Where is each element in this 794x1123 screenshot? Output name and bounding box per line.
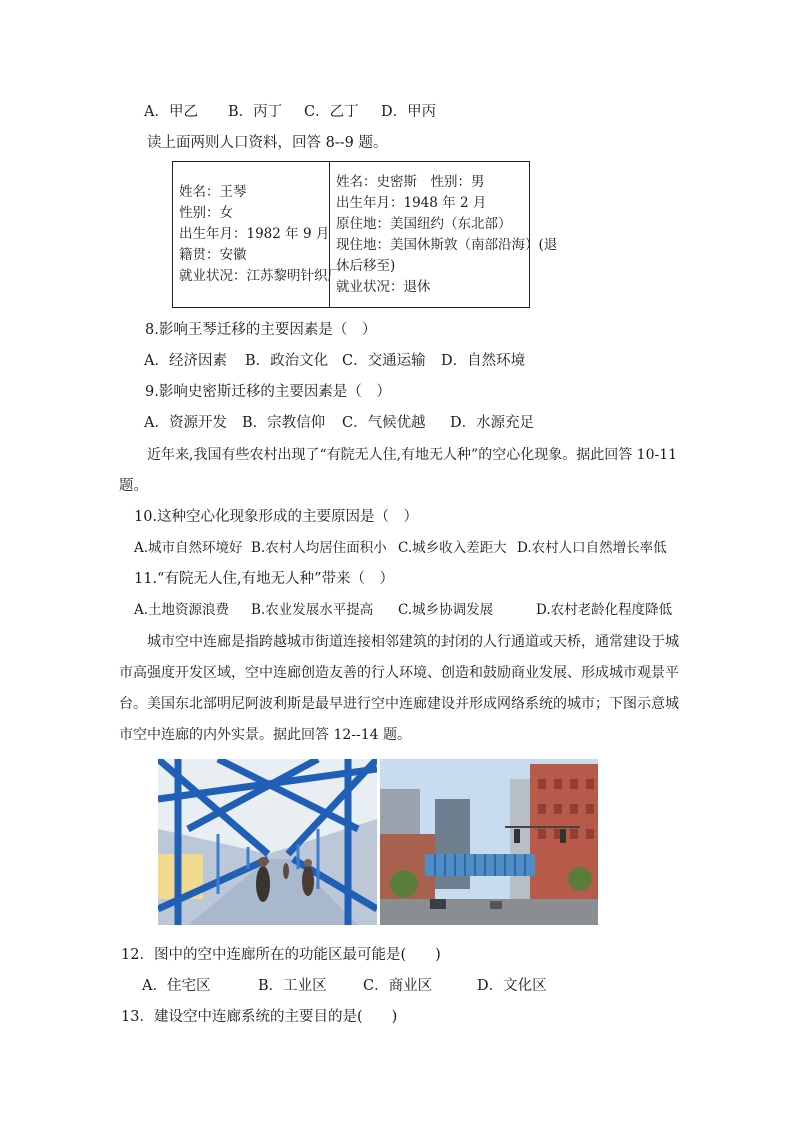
passage-line-3: 台。美国东北部明尼阿波利斯是最早进行空中连廊建设并形成网络系统的城市；下图示意城	[119, 696, 679, 712]
profile-smith	[330, 162, 563, 307]
q12-stem: 12．图中的空中连廊所在的功能区最可能是( )	[121, 947, 441, 963]
q7-options	[144, 102, 564, 122]
q7-option-c: C．乙丁	[304, 104, 359, 120]
q12-option-a: A．住宅区	[142, 978, 211, 994]
profile-line: 现住地：美国休斯敦（南部沿海）(退	[336, 237, 558, 253]
q11-option-c: C.城乡协调发展	[398, 602, 494, 618]
q10-stem: 10.这种空心化现象形成的主要原因是（ ）	[134, 509, 419, 525]
q10-option-d: D.农村人口自然增长率低	[517, 540, 667, 556]
passage-line-2: 市高强度开发区域，空中连廊创造友善的行人环境、创造和鼓励商业发展、形成城市观景平	[119, 665, 679, 681]
q10-option-b: B.农村人均居住面积小	[251, 540, 387, 556]
profile-line: 性别：女	[179, 205, 233, 221]
profile-wang-qin	[173, 162, 341, 307]
q9-option-b: B．宗教信仰	[242, 415, 326, 431]
q9-options	[144, 413, 564, 433]
q13-stem: 13．建设空中连廊系统的主要目的是( )	[121, 1009, 398, 1025]
q8-option-c: C．交通运输	[342, 353, 426, 369]
q8-option-a: A．经济因素	[144, 353, 227, 369]
profile-line: 籍贯：安徽	[179, 247, 247, 263]
q11-option-d: D.农村老龄化程度降低	[536, 602, 673, 618]
q7-option-a: A．甲乙	[144, 104, 198, 120]
q12-option-b: B．工业区	[258, 978, 327, 994]
q12-options	[142, 976, 562, 996]
q11-option-b: B.农业发展水平提高	[251, 602, 374, 618]
q8-option-b: B．政治文化	[245, 353, 329, 369]
profile-line: 出生年月：1948 年 2 月	[336, 195, 487, 211]
skyway-exterior-photo	[380, 759, 598, 925]
profile-line: 就业状况：江苏黎明针织厂	[179, 268, 341, 284]
q12-option-d: D．文化区	[477, 978, 547, 994]
profile-line: 原住地：美国纽约（东北部）	[336, 216, 512, 232]
q9-option-a: A．资源开发	[144, 415, 227, 431]
profile-line: 姓名：史密斯 性别：男	[336, 174, 485, 190]
q7-option-b: B．丙丁	[228, 104, 283, 120]
intro-10-11-line2: 题。	[119, 478, 148, 494]
intro-8-9: 读上面两则人口资料，回答 8--9 题。	[147, 135, 388, 151]
q9-option-c: C．气候优越	[342, 415, 426, 431]
q7-option-d: D．甲丙	[381, 104, 437, 120]
intro-10-11-line1: 近年来,我国有些农村出现了“有院无人住,有地无人种”的空心化现象。据此回答 10-11	[147, 447, 678, 463]
profile-line: 休后移至)	[336, 258, 396, 274]
q11-stem: 11.“有院无人住,有地无人种”带来（ ）	[134, 571, 394, 587]
q9-stem: 9.影响史密斯迁移的主要因素是（ ）	[145, 384, 391, 400]
skyway-interior-photo	[158, 759, 377, 925]
q10-option-c: C.城乡收入差距大	[398, 540, 507, 556]
q11-option-a: A.土地资源浪费	[134, 602, 230, 618]
profile-line: 就业状况：退休	[336, 279, 431, 295]
q10-option-a: A.城市自然环境好	[134, 540, 243, 556]
q10-options	[134, 538, 694, 558]
q8-stem: 8.影响王琴迁移的主要因素是（ ）	[145, 322, 377, 338]
passage-line-1: 城市空中连廊是指跨越城市街道连接相邻建筑的封闭的人行通道或天桥，通常建设于城	[147, 634, 679, 650]
population-info-table	[172, 161, 558, 308]
q12-option-c: C．商业区	[363, 978, 433, 994]
profile-line: 出生年月：1982 年 9 月	[179, 226, 330, 242]
q9-option-d: D．水源充足	[450, 415, 535, 431]
passage-line-4: 市空中连廊的内外实景。据此回答 12--14 题。	[119, 727, 411, 743]
profile-line: 姓名：王琴	[179, 184, 247, 200]
q11-options	[134, 600, 694, 620]
q8-options	[144, 351, 564, 371]
q8-option-d: D．自然环境	[441, 353, 526, 369]
